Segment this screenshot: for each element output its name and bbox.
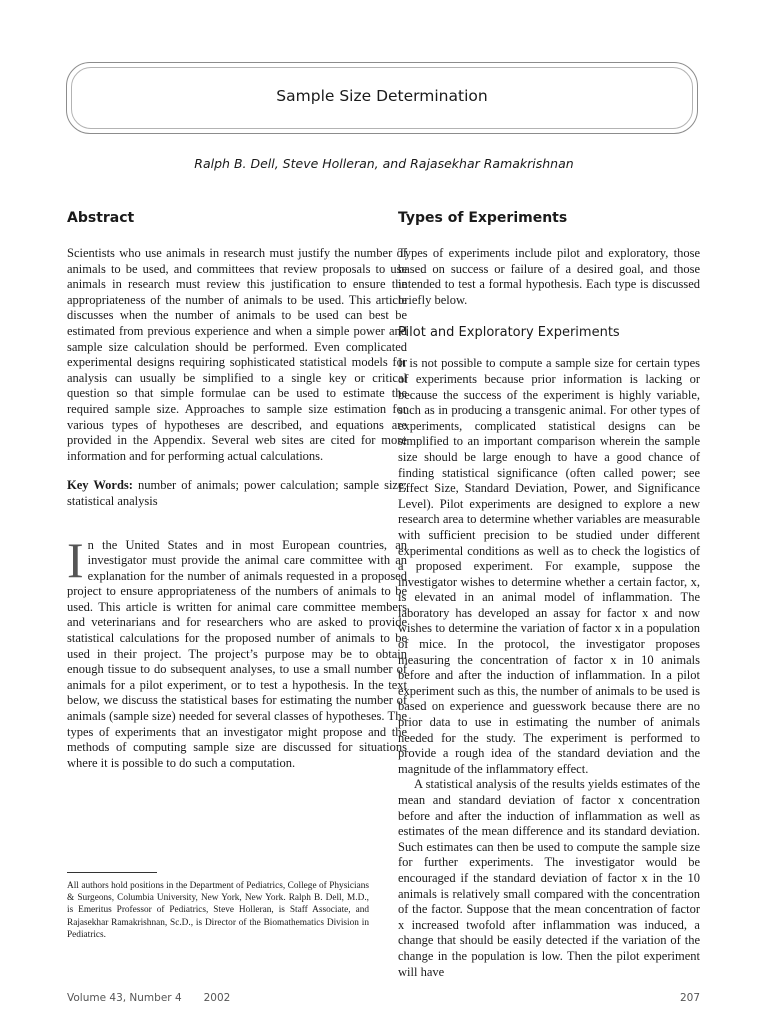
- page-number: 207: [679, 992, 700, 1004]
- article-title: Sample Size Determination: [276, 87, 488, 105]
- title-frame: [66, 62, 698, 134]
- author-list: Ralph B. Dell, Steve Holleran, and Rajasekhar Ramakrishnan: [194, 156, 574, 171]
- footer-volume: Volume 43, Number 4: [67, 992, 182, 1004]
- intro-paragraph: [67, 531, 407, 772]
- pilot-paragraph-1: It is not possible to compute a sample size for certain types of experiments because prior information is lacking or because the success of the experiment is highly variable, such as in producing a transgenic animal. For other types of experiments, complicated statistical designs can be simplified to an important comparison wherein the sample size should be large enough to have a good chance of finding statistical significance (often called power; see Effect Size, Standard Deviation, Power, and Significance Level). Pilot experiments are designed to explore a new research area to determine whether variables are measurable with sufficient precision to be studied under different experimental conditions as well as to check the logistics of a proposed experiment. For example, suppose the investigator wishes to determine whether a certain factor, x, is elevated in an animal model of inflammation. The laboratory has developed an assay for factor x and now wishes to determine the variation of factor x in a population of mice. In the protocol, the investigator proposes measuring the concentration of factor x in 10 animals before and after the induction of inflammation. In a pilot experiment such as this, the number of animals to be used is based on experience and guesswork because there are no prior data to use in estimating the number of animals needed for the study. The experiment is performed to provide a rough idea of the standard deviation and the magnitude of the inflammatory effect.: [398, 356, 700, 776]
- footer-issue: [67, 992, 230, 1004]
- drop-cap: I: [67, 531, 84, 588]
- left-column: [67, 208, 407, 771]
- abstract-heading: Abstract: [67, 210, 135, 226]
- pilot-paragraph-2: A statistical analysis of the results yields estimates of the mean and standard deviation of factor x concentration before and after the induction of inflammation as well as estimates of the mean difference and its standard deviation. Such estimates can then be used to compute the sample size for further experiments. The investigator would be encouraged if the standard deviation of factor x in the 10 animals is relatively small compared with the concentration of the factor. Suppose that the mean concentration of factor x increased twofold after inflammation was induced, a change that should be easily detected if the variation of the change in the population is low. Then the pilot experiment will have: [398, 777, 700, 979]
- intro-body: n the United States and in most European countries, an investigator must provide the animal care committee with an explanation for the number of animals requested in a proposed project to ensure appropriateness of the numbers of animals to be used. This article is written for animal care committee members and veterinarians and for researchers who are asked to provide statistical calculations for the proposed number of animals to be used in their project. The project’s purpose may be to obtain enough tissue to do subsequent analyses, to use a small number of animals for a pilot experiment, or to test a hypothesis. In the text below, we discuss the statistical bases for estimating the number of animals (sample size) needed for several classes of hypotheses. The types of experiments that an investigator might propose and the methods of computing sample size are discussed for situations where it is possible to do such a computation.: [67, 537, 407, 770]
- author-footnote: All authors hold positions in the Department of Pediatrics, College of Physicians & Surgeons, Columbia University, New York, New York. Ralph B. Dell, M.D., is Emeritus Professor of Pediatrics, Steve Holleran, is Staff Associate, and Rajasekhar Ramakrishnan, Sc.D., is Director of the Biomathematics Division in Pediatrics.: [67, 881, 369, 940]
- keywords-label: Key Words:: [67, 478, 133, 493]
- footer-year: 2002: [203, 992, 231, 1004]
- pilot-heading: Pilot and Exploratory Experiments: [398, 325, 620, 341]
- keywords-text: number of animals; power calculation; sample size; statistical analysis: [67, 478, 407, 508]
- right-column: [398, 208, 700, 980]
- types-heading: Types of Experiments: [398, 210, 568, 226]
- abstract-body: Scientists who use animals in research must justify the number of animals to be used, and committees that review proposals to use animals in research must review this justification to ensure the appropriateness of the number of animals to be used. This article discusses when the number of animals to be used can best be estimated from previous experience and when a simple power and sample size calculation should be performed. Even complicated experimental designs requiring sophisticated statistical models for analysis can usually be simplified to a single key or critical question so that simple formulae can be used to estimate the required sample size. Approaches to sample size estimation for various types of hypotheses are described, and equations are provided in the Appendix. Several web sites are cited for more information and for performing actual calculations.: [67, 246, 407, 463]
- keywords-paragraph: [67, 478, 407, 509]
- types-body: Types of experiments include pilot and exploratory, those based on success or failure of a desired goal, and those intended to test a formal hypothesis. Each type is discussed briefly below.: [398, 246, 700, 307]
- footnote-rule: [67, 872, 157, 873]
